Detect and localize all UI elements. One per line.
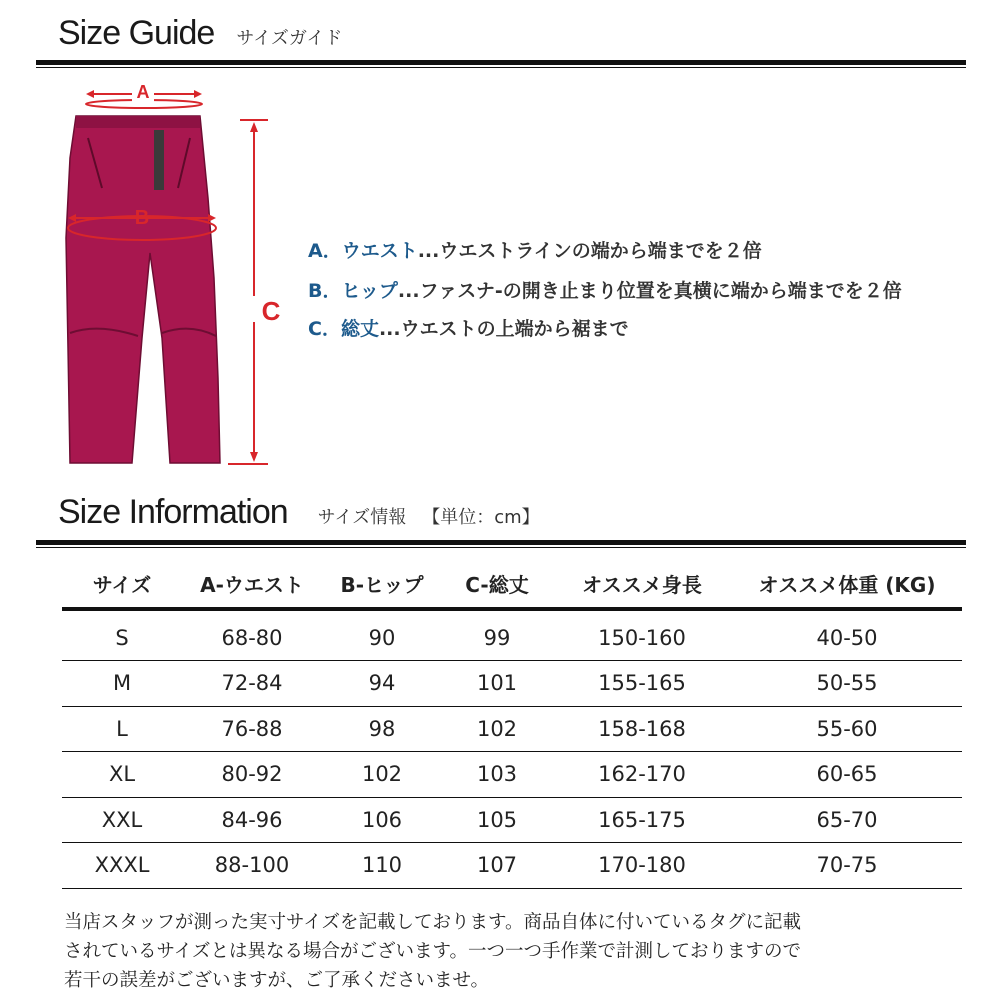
- cell-length: 107: [442, 843, 552, 889]
- cell-size: L: [62, 706, 182, 752]
- waistband: [76, 116, 200, 128]
- cell-size: XL: [62, 752, 182, 798]
- cell-length: 103: [442, 752, 552, 798]
- size-table: [62, 567, 962, 889]
- cell-height: 155-165: [552, 661, 732, 707]
- cell-size: XXL: [62, 797, 182, 843]
- cell-hip: 106: [322, 797, 442, 843]
- cell-waist: 76-88: [182, 706, 322, 752]
- cell-height: 165-175: [552, 797, 732, 843]
- note-line-3: 若干の誤差がございますが、ご了承くださいませ。: [64, 970, 489, 991]
- measurement-note: [64, 908, 944, 995]
- length-arrowhead-bottom: [250, 452, 258, 462]
- cell-waist: 88-100: [182, 843, 322, 889]
- section-divider-thick-2: [36, 540, 966, 545]
- hip-arrowhead-right: [208, 214, 216, 222]
- table-row: [62, 843, 962, 889]
- size-guide-heading: [58, 14, 342, 53]
- table-row: [62, 706, 962, 752]
- cell-size: S: [62, 615, 182, 661]
- cell-size: M: [62, 661, 182, 707]
- waist-arrowhead-right: [194, 90, 202, 98]
- size-guide-title: Size Guide: [58, 14, 215, 52]
- note-line-2: されているサイズとは異なる場合がございます。一つ一つ手作業で計測しておりますので: [64, 941, 802, 962]
- cell-weight: 65-70: [732, 797, 962, 843]
- size-information-heading: [58, 493, 540, 532]
- length-arrowhead-top: [250, 122, 258, 132]
- cell-waist: 80-92: [182, 752, 322, 798]
- header-waist: A-ウエスト: [182, 567, 322, 609]
- header-recommended-height: オススメ身長: [552, 567, 732, 609]
- cell-weight: 70-75: [732, 843, 962, 889]
- pants-measurement-illustration: [58, 78, 298, 473]
- legend-desc-a: ...ウエストラインの端から端までを２倍: [417, 240, 762, 262]
- cell-height: 162-170: [552, 752, 732, 798]
- legend-desc-c: ...ウエストの上端から裾まで: [378, 318, 629, 340]
- table-row: [62, 752, 962, 798]
- cell-height: 170-180: [552, 843, 732, 889]
- cell-hip: 102: [322, 752, 442, 798]
- header-size: サイズ: [62, 567, 182, 609]
- table-header-row: [62, 567, 962, 609]
- cell-waist: 68-80: [182, 615, 322, 661]
- legend-key-b: B．ヒップ: [308, 280, 398, 302]
- legend-key-a: A．ウエスト: [308, 240, 418, 262]
- zipper: [154, 130, 164, 190]
- header-recommended-weight: オススメ体重 (KG): [732, 567, 962, 609]
- cell-length: 105: [442, 797, 552, 843]
- cell-size: XXXL: [62, 843, 182, 889]
- header-hip: B-ヒップ: [322, 567, 442, 609]
- section-divider-thick: [36, 60, 966, 65]
- waist-arrowhead-left: [86, 90, 94, 98]
- size-information-title: Size Information: [58, 493, 288, 531]
- cell-length: 101: [442, 661, 552, 707]
- cell-hip: 90: [322, 615, 442, 661]
- measurement-a-marker: [86, 82, 202, 108]
- table-row: [62, 615, 962, 661]
- section-divider-thin-2: [36, 547, 966, 548]
- table-row: [62, 797, 962, 843]
- label-a: A: [136, 82, 150, 102]
- legend-key-c: C．総丈: [308, 318, 379, 340]
- cell-weight: 55-60: [732, 706, 962, 752]
- cell-weight: 60-65: [732, 752, 962, 798]
- cell-waist: 84-96: [182, 797, 322, 843]
- cell-length: 99: [442, 615, 552, 661]
- measurement-c-marker: [228, 120, 268, 464]
- header-length: C-総丈: [442, 567, 552, 609]
- legend-item-b: [308, 276, 902, 303]
- cell-hip: 94: [322, 661, 442, 707]
- cell-weight: 40-50: [732, 615, 962, 661]
- legend-item-a: [308, 236, 762, 263]
- note-line-1: 当店スタッフが測った実寸サイズを記載しております。商品自体に付いているタグに記載: [64, 912, 802, 933]
- table-row: [62, 661, 962, 707]
- legend-desc-b: ...ファスナ-の開き止まり位置を真横に端から端までを２倍: [397, 280, 902, 302]
- cell-hip: 98: [322, 706, 442, 752]
- cell-hip: 110: [322, 843, 442, 889]
- section-divider-thin: [36, 67, 966, 68]
- size-guide-subtitle: サイズガイド: [236, 28, 343, 49]
- cell-length: 102: [442, 706, 552, 752]
- legend-item-c: [308, 314, 629, 341]
- cell-height: 158-168: [552, 706, 732, 752]
- cell-waist: 72-84: [182, 661, 322, 707]
- cell-height: 150-160: [552, 615, 732, 661]
- size-information-subtitle: サイズ情報: [317, 507, 407, 528]
- label-b: B: [134, 207, 150, 229]
- unit-label: 【単位：cm】: [422, 507, 540, 528]
- pants-shape: [66, 116, 220, 463]
- cell-weight: 50-55: [732, 661, 962, 707]
- label-c: C: [261, 296, 281, 326]
